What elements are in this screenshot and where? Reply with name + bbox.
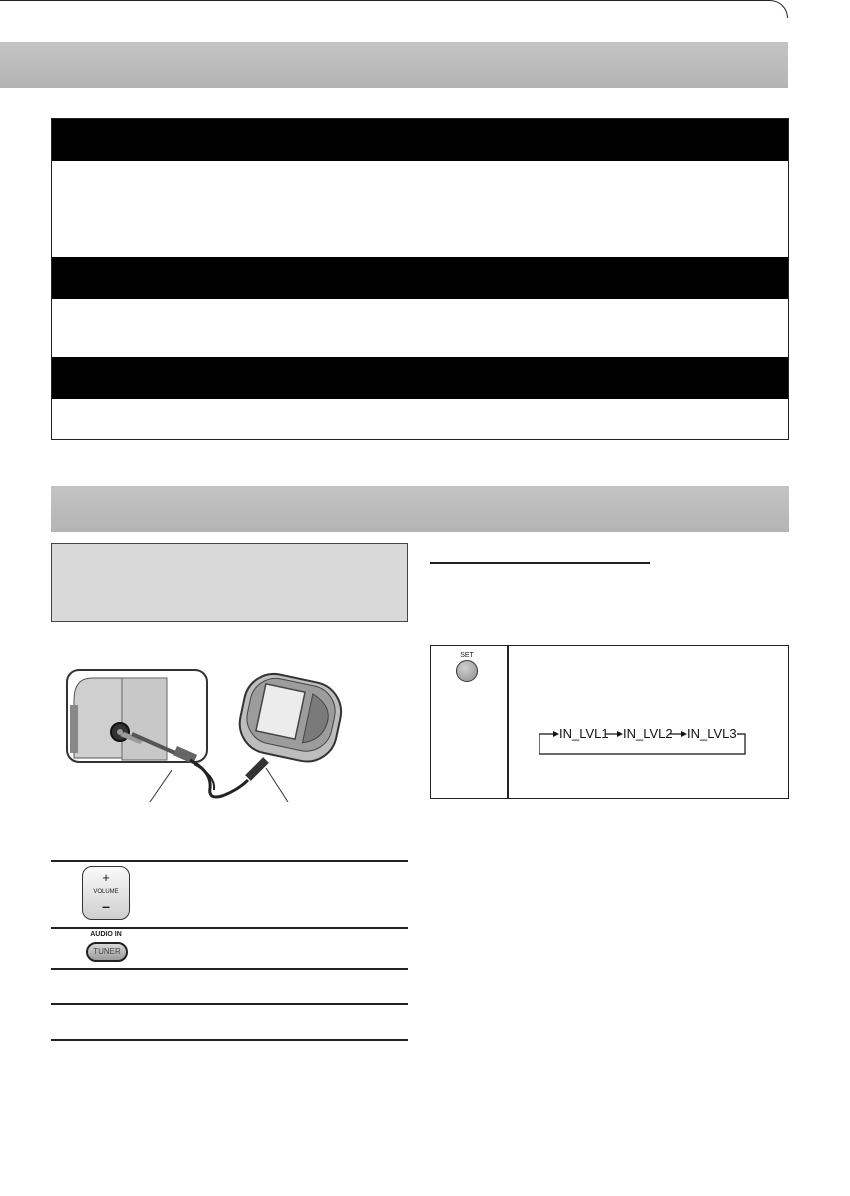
info-panel-body-1 [52,161,788,257]
section-header-band-audio-in [51,486,789,532]
info-panel-title-bar-3 [52,357,788,399]
volume-minus-label: – [102,898,110,914]
info-panel [51,118,789,440]
info-panel-title-bar-2 [52,257,788,299]
level-cycle-diagram [539,728,747,756]
page-corner-line [0,0,788,18]
section-header-band-top [0,42,788,88]
note-box [51,543,408,622]
set-button[interactable] [456,660,478,682]
set-table-divider [507,646,509,798]
tuner-button[interactable]: TUNER [86,942,128,962]
level-option-1: IN_LVL1 [559,726,609,741]
info-panel-body-2 [52,299,788,357]
set-table [430,645,789,799]
level-option-3: IN_LVL3 [687,726,737,741]
audio-in-label: AUDIO IN [90,931,122,938]
info-panel-title-bar-1 [52,119,788,161]
remote-table-rule-5 [51,1039,408,1041]
info-panel-body-3 [52,399,788,439]
connection-illustration [62,660,362,810]
volume-button[interactable] [82,866,130,920]
remote-table-rule-2 [51,927,408,929]
set-button-label: SET [460,652,474,659]
subheading-underline [430,562,650,564]
volume-plus-label: + [102,870,110,885]
volume-label: VOLUME [93,889,119,895]
level-option-2: IN_LVL2 [623,726,673,741]
remote-table-rule-1 [51,860,408,862]
remote-table-rule-4 [51,1003,408,1005]
remote-table-rule-3 [51,968,408,970]
